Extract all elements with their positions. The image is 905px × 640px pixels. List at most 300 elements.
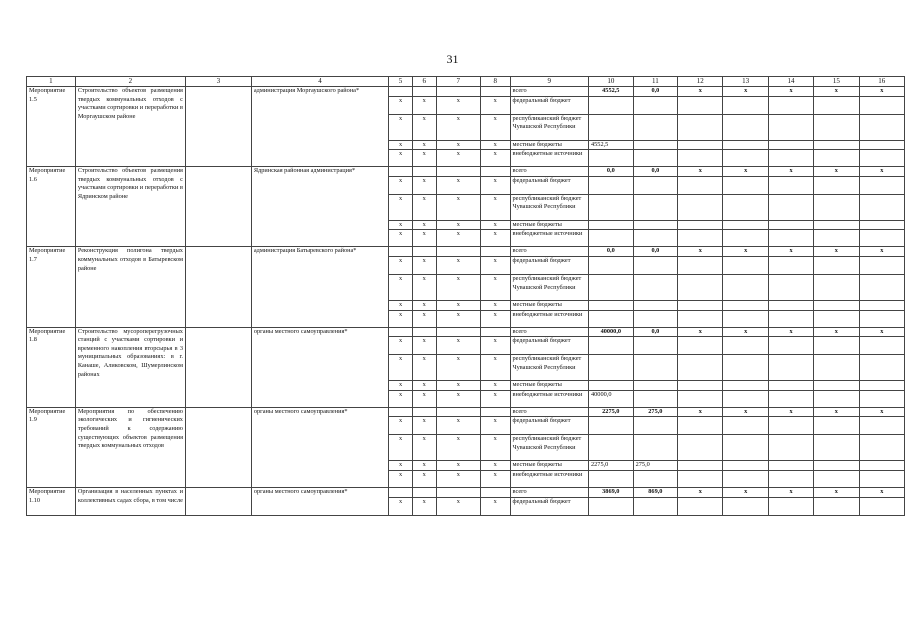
x-mark: x [480, 470, 510, 487]
empty-cell [859, 390, 904, 407]
x-mark: x [412, 256, 436, 274]
amount-col10: 40000,0 [589, 390, 634, 407]
empty-cell [814, 417, 859, 435]
amount-col10 [589, 220, 634, 230]
x-mark: x [814, 87, 859, 97]
empty-cell [412, 327, 436, 337]
x-mark: x [480, 390, 510, 407]
empty-cell [768, 390, 813, 407]
x-mark: x [389, 256, 413, 274]
empty-cell [723, 381, 768, 391]
empty-cell [723, 96, 768, 114]
empty-cell [678, 96, 723, 114]
empty-cell [480, 327, 510, 337]
empty-cell [723, 220, 768, 230]
empty-cell [859, 337, 904, 355]
x-mark: x [412, 470, 436, 487]
x-mark: x [412, 435, 436, 461]
x-mark: x [436, 96, 480, 114]
x-mark: x [389, 461, 413, 471]
empty-cell [723, 176, 768, 194]
column-number: 7 [436, 77, 480, 87]
x-mark: x [389, 310, 413, 327]
measure-executor: органы местного самоуправления* [251, 327, 388, 407]
x-mark: x [436, 150, 480, 167]
empty-cell [814, 337, 859, 355]
empty-cell [678, 220, 723, 230]
empty-cell [723, 140, 768, 150]
x-mark: x [436, 435, 480, 461]
x-mark: x [389, 230, 413, 247]
x-mark: x [480, 355, 510, 381]
amount-col10 [589, 176, 634, 194]
x-mark: x [480, 337, 510, 355]
empty-cell [768, 381, 813, 391]
amount-col11 [633, 230, 678, 247]
amount-col11 [633, 300, 678, 310]
empty-cell [723, 435, 768, 461]
x-mark: x [480, 220, 510, 230]
funding-source: всего [510, 87, 588, 97]
funding-source: местные бюджеты [510, 461, 588, 471]
funding-source: федеральный бюджет [510, 176, 588, 194]
amount-col10: 4552,5 [589, 140, 634, 150]
empty-cell [723, 497, 768, 515]
x-mark: x [412, 230, 436, 247]
empty-cell [814, 150, 859, 167]
empty-cell [859, 274, 904, 300]
x-mark: x [389, 150, 413, 167]
x-mark: x [480, 274, 510, 300]
x-mark: x [436, 300, 480, 310]
funding-source: республиканский бюджет Чувашской Республики [510, 274, 588, 300]
amount-col11 [633, 355, 678, 381]
x-mark: x [768, 247, 813, 257]
empty-cell [859, 150, 904, 167]
table-row [27, 247, 905, 257]
empty-cell [723, 114, 768, 140]
x-mark: x [814, 487, 859, 497]
x-mark: x [389, 337, 413, 355]
funding-source: федеральный бюджет [510, 497, 588, 515]
x-mark: x [480, 310, 510, 327]
empty-cell [859, 435, 904, 461]
column-number: 11 [633, 77, 678, 87]
funding-source: всего [510, 327, 588, 337]
amount-col10: 0,0 [589, 167, 634, 177]
x-mark: x [814, 327, 859, 337]
empty-cell [185, 487, 251, 515]
x-mark: x [480, 497, 510, 515]
x-mark: x [480, 194, 510, 220]
empty-cell [859, 176, 904, 194]
amount-col11: 0,0 [633, 87, 678, 97]
empty-cell [678, 435, 723, 461]
empty-cell [814, 310, 859, 327]
x-mark: x [389, 355, 413, 381]
x-mark: x [436, 355, 480, 381]
funding-source: внебюджетные источники [510, 390, 588, 407]
empty-cell [859, 300, 904, 310]
x-mark: x [859, 407, 904, 417]
x-mark: x [389, 274, 413, 300]
amount-col10 [589, 497, 634, 515]
empty-cell [723, 300, 768, 310]
x-mark: x [814, 407, 859, 417]
empty-cell [678, 230, 723, 247]
empty-cell [723, 337, 768, 355]
empty-cell [723, 274, 768, 300]
empty-cell [389, 87, 413, 97]
x-mark: x [859, 487, 904, 497]
empty-cell [768, 470, 813, 487]
amount-col11: 0,0 [633, 247, 678, 257]
x-mark: x [412, 194, 436, 220]
x-mark: x [678, 247, 723, 257]
amount-col10: 4552,5 [589, 87, 634, 97]
empty-cell [859, 497, 904, 515]
empty-cell [412, 87, 436, 97]
funding-source: федеральный бюджет [510, 96, 588, 114]
x-mark: x [678, 487, 723, 497]
empty-cell [859, 461, 904, 471]
empty-cell [678, 355, 723, 381]
x-mark: x [768, 327, 813, 337]
empty-cell [859, 140, 904, 150]
amount-col10 [589, 310, 634, 327]
x-mark: x [436, 274, 480, 300]
empty-cell [814, 461, 859, 471]
empty-cell [436, 327, 480, 337]
amount-col11 [633, 96, 678, 114]
budget-table [26, 76, 905, 516]
x-mark: x [436, 140, 480, 150]
table-row [27, 87, 905, 97]
empty-cell [723, 310, 768, 327]
amount-col11 [633, 176, 678, 194]
empty-cell [678, 337, 723, 355]
x-mark: x [480, 230, 510, 247]
amount-col10: 2275,0 [589, 461, 634, 471]
empty-cell [768, 310, 813, 327]
column-number: 8 [480, 77, 510, 87]
empty-cell [814, 435, 859, 461]
measure-name: Организация в населенных пунктах и коллективных садах сбора, в том числе [75, 487, 185, 515]
amount-col11 [633, 497, 678, 515]
column-number: 10 [589, 77, 634, 87]
amount-col10 [589, 300, 634, 310]
x-mark: x [412, 140, 436, 150]
empty-cell [412, 487, 436, 497]
empty-cell [859, 220, 904, 230]
column-number: 1 [27, 77, 76, 87]
empty-cell [436, 407, 480, 417]
x-mark: x [412, 390, 436, 407]
amount-col10: 40000,0 [589, 327, 634, 337]
empty-cell [678, 274, 723, 300]
empty-cell [389, 167, 413, 177]
x-mark: x [412, 96, 436, 114]
x-mark: x [412, 300, 436, 310]
empty-cell [678, 176, 723, 194]
amount-col10 [589, 417, 634, 435]
amount-col10 [589, 96, 634, 114]
measure-executor: Ядринская районная администрация* [251, 167, 388, 247]
x-mark: x [436, 390, 480, 407]
x-mark: x [412, 220, 436, 230]
x-mark: x [678, 327, 723, 337]
empty-cell [185, 87, 251, 167]
x-mark: x [814, 167, 859, 177]
page-number: 31 [446, 52, 459, 66]
funding-source: республиканский бюджет Чувашской Республики [510, 355, 588, 381]
empty-cell [768, 461, 813, 471]
x-mark: x [436, 194, 480, 220]
amount-col10 [589, 256, 634, 274]
measure-name: Реконструкция полигона твердых коммунальных отходов в Батыревском районе [75, 247, 185, 327]
empty-cell [723, 194, 768, 220]
x-mark: x [480, 300, 510, 310]
x-mark: x [436, 220, 480, 230]
amount-col10 [589, 274, 634, 300]
table-row [27, 487, 905, 497]
x-mark: x [814, 247, 859, 257]
empty-cell [678, 140, 723, 150]
empty-cell [678, 381, 723, 391]
funding-source: местные бюджеты [510, 300, 588, 310]
empty-cell [389, 487, 413, 497]
empty-cell [678, 461, 723, 471]
x-mark: x [389, 140, 413, 150]
x-mark: x [480, 140, 510, 150]
empty-cell [480, 167, 510, 177]
empty-cell [185, 247, 251, 327]
empty-cell [814, 176, 859, 194]
x-mark: x [480, 256, 510, 274]
x-mark: x [436, 230, 480, 247]
x-mark: x [723, 327, 768, 337]
empty-cell [768, 194, 813, 220]
x-mark: x [412, 114, 436, 140]
amount-col11 [633, 435, 678, 461]
x-mark: x [768, 87, 813, 97]
x-mark: x [480, 176, 510, 194]
empty-cell [678, 497, 723, 515]
x-mark: x [389, 497, 413, 515]
x-mark: x [412, 337, 436, 355]
x-mark: x [436, 256, 480, 274]
amount-col11 [633, 274, 678, 300]
empty-cell [768, 140, 813, 150]
funding-source: республиканский бюджет Чувашской Республики [510, 194, 588, 220]
empty-cell [436, 167, 480, 177]
empty-cell [768, 300, 813, 310]
x-mark: x [678, 407, 723, 417]
empty-cell [389, 247, 413, 257]
empty-cell [768, 497, 813, 515]
funding-source: внебюджетные источники [510, 230, 588, 247]
funding-source: федеральный бюджет [510, 337, 588, 355]
empty-cell [814, 140, 859, 150]
empty-cell [814, 497, 859, 515]
amount-col11 [633, 194, 678, 220]
empty-cell [814, 274, 859, 300]
empty-cell [859, 194, 904, 220]
measure-executor: администрация Моргаушского района* [251, 87, 388, 167]
x-mark: x [723, 247, 768, 257]
funding-source: внебюджетные источники [510, 470, 588, 487]
table-row [27, 167, 905, 177]
column-number: 16 [859, 77, 904, 87]
measure-code: Мероприятие 1.10 [27, 487, 76, 515]
empty-cell [814, 220, 859, 230]
empty-cell [185, 327, 251, 407]
empty-cell [436, 487, 480, 497]
x-mark: x [678, 87, 723, 97]
empty-cell [723, 417, 768, 435]
amount-col11: 275,0 [633, 461, 678, 471]
empty-cell [480, 407, 510, 417]
measure-code: Мероприятие 1.5 [27, 87, 76, 167]
x-mark: x [768, 487, 813, 497]
measure-code: Мероприятие 1.6 [27, 167, 76, 247]
amount-col11 [633, 381, 678, 391]
empty-cell [768, 114, 813, 140]
x-mark: x [412, 150, 436, 167]
x-mark: x [859, 167, 904, 177]
empty-cell [768, 230, 813, 247]
amount-col10: 0,0 [589, 247, 634, 257]
x-mark: x [768, 167, 813, 177]
amount-col10: 2275,0 [589, 407, 634, 417]
amount-col11: 0,0 [633, 167, 678, 177]
empty-cell [412, 167, 436, 177]
measure-code: Мероприятие 1.8 [27, 327, 76, 407]
x-mark: x [480, 461, 510, 471]
x-mark: x [389, 435, 413, 461]
empty-cell [859, 417, 904, 435]
amount-col11: 275,0 [633, 407, 678, 417]
funding-source: местные бюджеты [510, 220, 588, 230]
x-mark: x [723, 87, 768, 97]
empty-cell [678, 114, 723, 140]
empty-cell [678, 417, 723, 435]
empty-cell [723, 461, 768, 471]
measure-executor: органы местного самоуправления* [251, 487, 388, 515]
x-mark: x [389, 194, 413, 220]
empty-cell [814, 96, 859, 114]
empty-cell [768, 337, 813, 355]
x-mark: x [389, 96, 413, 114]
amount-col10 [589, 435, 634, 461]
funding-source: всего [510, 167, 588, 177]
amount-col10 [589, 337, 634, 355]
amount-col10: 3869,0 [589, 487, 634, 497]
funding-source: всего [510, 247, 588, 257]
empty-cell [678, 256, 723, 274]
empty-cell [389, 327, 413, 337]
empty-cell [678, 390, 723, 407]
x-mark: x [678, 167, 723, 177]
funding-source: федеральный бюджет [510, 256, 588, 274]
empty-cell [814, 355, 859, 381]
amount-col11: 0,0 [633, 327, 678, 337]
amount-col11 [633, 417, 678, 435]
column-number: 6 [412, 77, 436, 87]
table-row [27, 407, 905, 417]
empty-cell [723, 150, 768, 167]
table-row [27, 327, 905, 337]
amount-col11 [633, 256, 678, 274]
amount-col11 [633, 220, 678, 230]
empty-cell [859, 114, 904, 140]
measure-code: Мероприятие 1.9 [27, 407, 76, 487]
empty-cell [814, 114, 859, 140]
x-mark: x [412, 417, 436, 435]
x-mark: x [768, 407, 813, 417]
x-mark: x [436, 470, 480, 487]
empty-cell [859, 256, 904, 274]
x-mark: x [436, 497, 480, 515]
amount-col10 [589, 230, 634, 247]
empty-cell [814, 230, 859, 247]
empty-cell [859, 310, 904, 327]
x-mark: x [480, 435, 510, 461]
measure-name: Строительство объектов размещения твердых коммунальных отходов с участками сортировки и переработки в Ядринском районе [75, 167, 185, 247]
empty-cell [814, 390, 859, 407]
x-mark: x [859, 247, 904, 257]
empty-cell [723, 390, 768, 407]
x-mark: x [412, 310, 436, 327]
measure-code: Мероприятие 1.7 [27, 247, 76, 327]
empty-cell [859, 381, 904, 391]
amount-col11 [633, 390, 678, 407]
empty-cell [436, 247, 480, 257]
empty-cell [723, 230, 768, 247]
x-mark: x [412, 355, 436, 381]
empty-cell [814, 300, 859, 310]
x-mark: x [436, 176, 480, 194]
empty-cell [859, 230, 904, 247]
funding-source: местные бюджеты [510, 381, 588, 391]
x-mark: x [412, 461, 436, 471]
measure-name: Строительство объектов размещения твердых коммунальных отходов с участками сортировки и переработки в Моргаушском районе [75, 87, 185, 167]
empty-cell [814, 194, 859, 220]
amount-col11 [633, 150, 678, 167]
empty-cell [814, 470, 859, 487]
measure-name: Строительство мусороперегрузочных станций с участками сортировки и временного накопления вторсырья в 3 муниципальных образованиях: в г. Канаше, Аликовском, Шумерлинском районах [75, 327, 185, 407]
empty-cell [768, 435, 813, 461]
column-number: 5 [389, 77, 413, 87]
empty-cell [678, 310, 723, 327]
amount-col11 [633, 337, 678, 355]
funding-source: внебюджетные источники [510, 150, 588, 167]
x-mark: x [480, 417, 510, 435]
x-mark: x [480, 150, 510, 167]
empty-cell [185, 407, 251, 487]
x-mark: x [436, 417, 480, 435]
empty-cell [768, 417, 813, 435]
measure-executor: органы местного самоуправления* [251, 407, 388, 487]
empty-cell [768, 176, 813, 194]
empty-cell [480, 247, 510, 257]
column-number: 4 [251, 77, 388, 87]
x-mark: x [436, 381, 480, 391]
x-mark: x [389, 390, 413, 407]
amount-col11 [633, 140, 678, 150]
empty-cell [412, 407, 436, 417]
column-number: 9 [510, 77, 588, 87]
